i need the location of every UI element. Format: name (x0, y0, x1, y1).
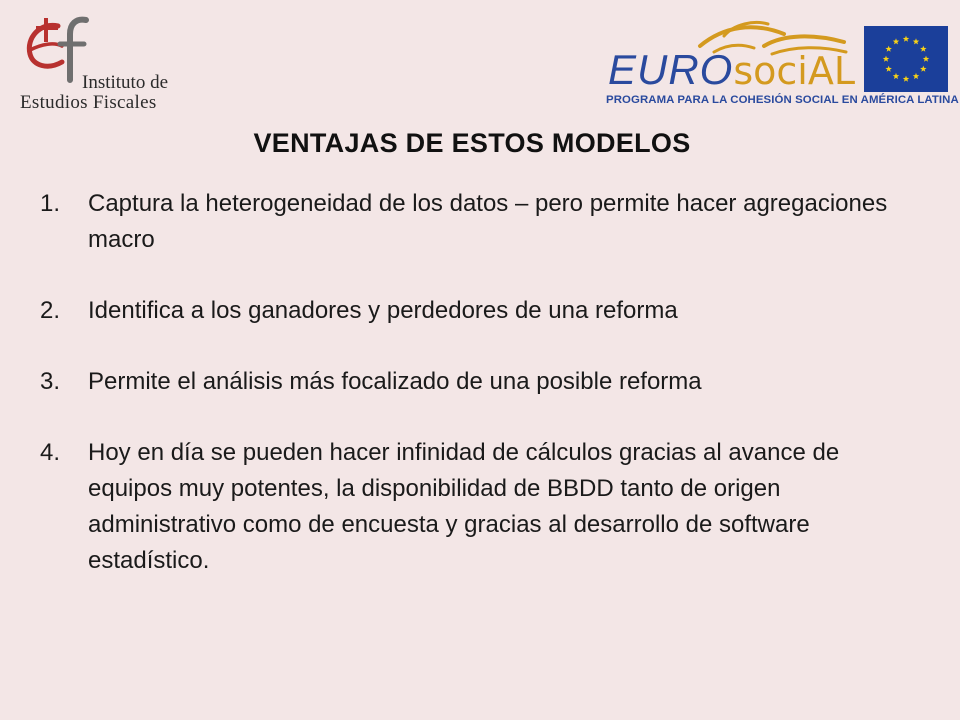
eu-star-icon (903, 36, 909, 42)
eu-star-icon (920, 46, 926, 52)
list-item (40, 435, 900, 579)
list-item-number: 2. (40, 297, 61, 324)
ief-logo-line1: Instituto de (82, 72, 169, 93)
list-item-text: Captura la heterogeneidad de los datos – pero permite hacer agregaciones macro (88, 190, 888, 253)
list-item-number: 4. (40, 439, 61, 466)
eu-star-icon (913, 73, 919, 79)
eu-star-icon (923, 56, 929, 62)
eu-star-icon (920, 66, 926, 72)
eu-star-icon (893, 73, 899, 79)
list-item-text: Identifica a los ganadores y perdedores de una reforma (88, 297, 678, 324)
eurosocial-word-middle: sociAL (733, 49, 856, 93)
eurosocial-word-prefix: EURO (608, 46, 734, 93)
list-item-number: 3. (40, 368, 61, 395)
eu-star-icon (885, 66, 891, 72)
eurosocial-logo (604, 16, 959, 108)
eu-star-icon (885, 46, 891, 52)
slide-title: VENTAJAS DE ESTOS MODELOS (253, 128, 691, 158)
ief-logo-line2: Estudios Fiscales (20, 92, 157, 113)
eurosocial-tagline: PROGRAMA PARA LA COHESIÓN SOCIAL EN AMÉRICA LATINA (606, 94, 959, 106)
advantages-list (40, 186, 900, 614)
list-item (40, 186, 900, 258)
list-item-text: Hoy en día se pueden hacer infinidad de cálculos gracias al avance de equipos muy potentes, la disponibilidad de BBDD tanto de origen administrativo como de encuesta y gracias al desarrollo de software estadístico. (88, 439, 840, 574)
eu-star-icon (903, 76, 909, 82)
eu-star-icon (893, 38, 899, 44)
ief-logo (18, 14, 218, 113)
list-item-number: 1. (40, 190, 61, 217)
list-item (40, 364, 900, 400)
european-union-flag-icon (864, 26, 948, 92)
eurosocial-wordmark (608, 48, 855, 93)
list-item-text: Permite el análisis más focalizado de una posible reforma (88, 368, 702, 395)
list-item (40, 293, 900, 329)
eu-stars-icon (864, 26, 948, 92)
eu-star-icon (913, 38, 919, 44)
eu-star-icon (883, 56, 889, 62)
